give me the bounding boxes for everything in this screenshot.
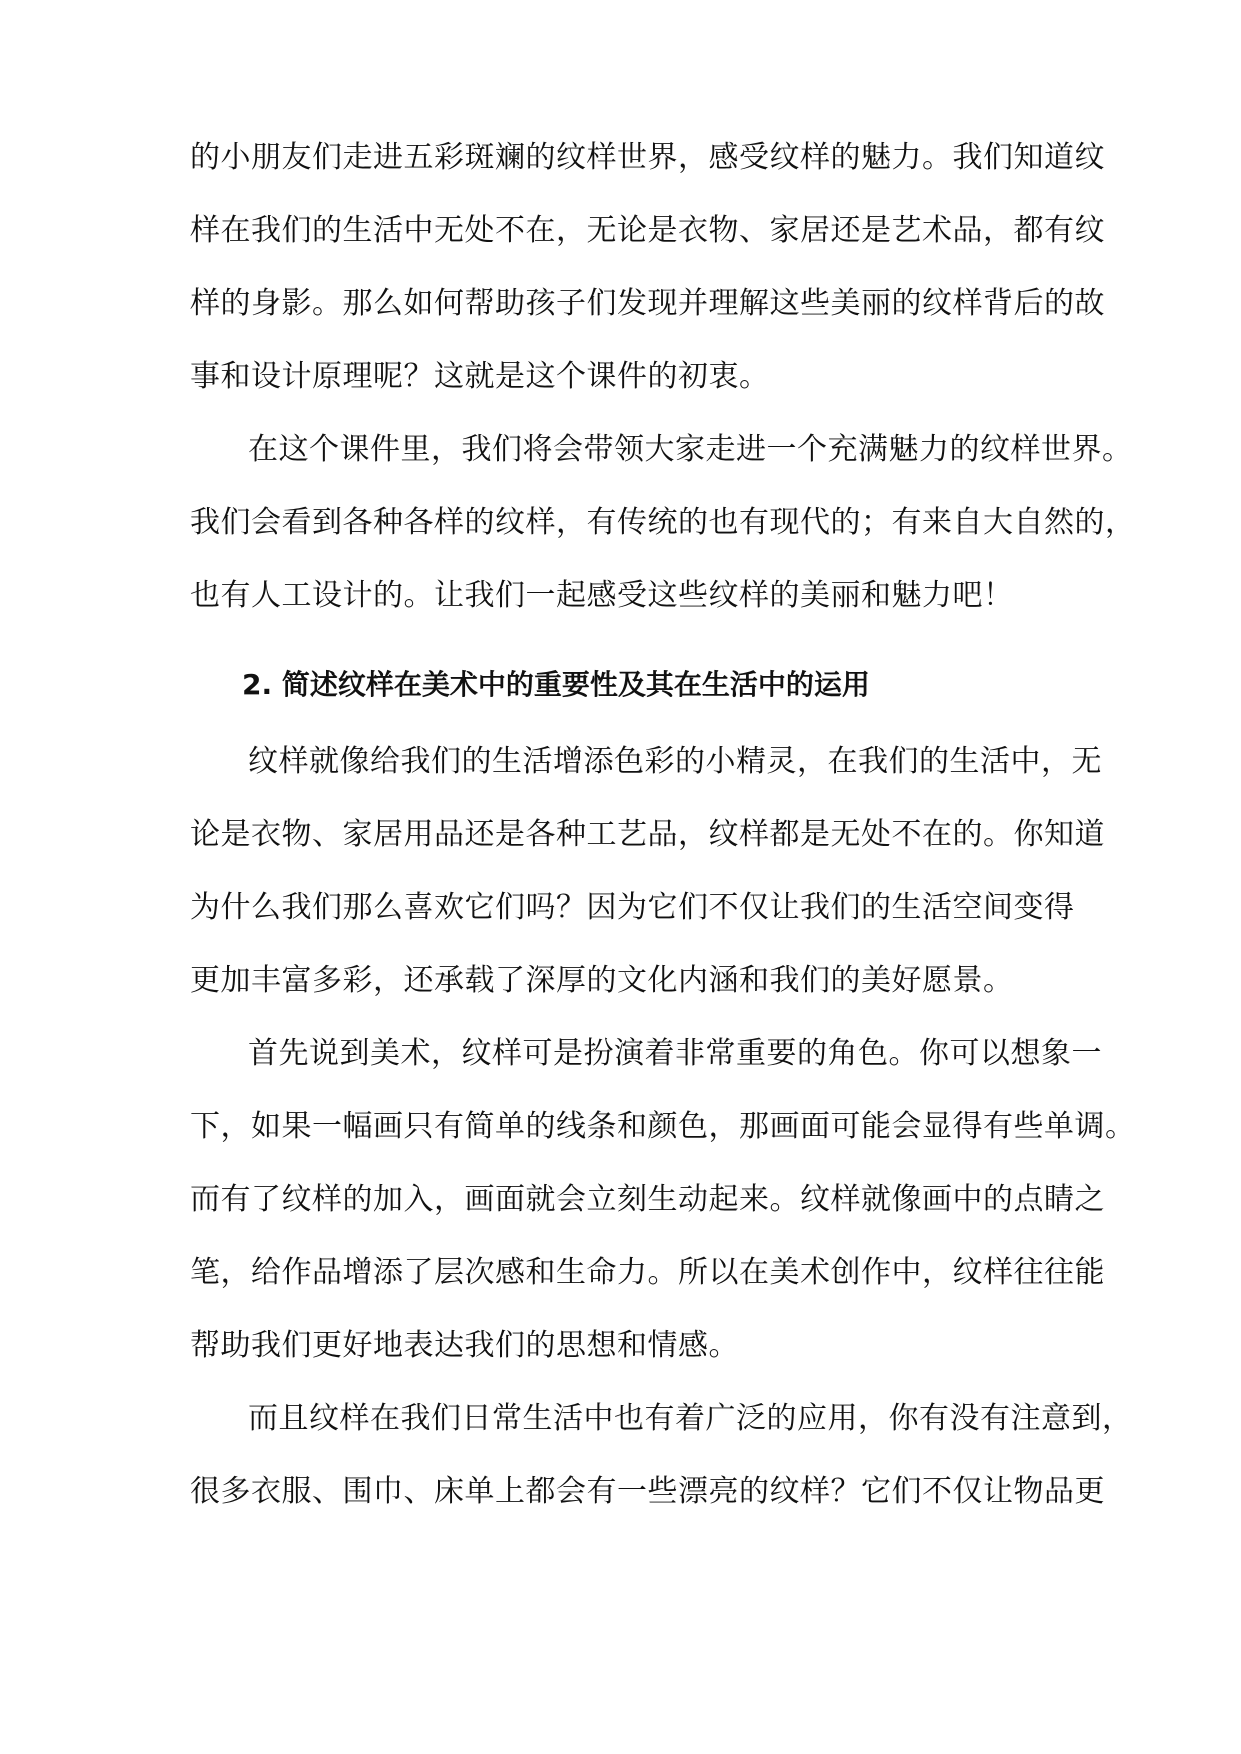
- paragraph-line: 在这个课件里，我们将会带领大家走进一个充满魅力的纹样世界。: [248, 432, 1133, 467]
- paragraph-line: 的小朋友们走进五彩斑斓的纹样世界，感受纹样的魅力。我们知道纹: [190, 140, 1105, 175]
- section-heading: 2. 简述纹样在美术中的重要性及其在生活中的运用: [242, 668, 870, 701]
- paragraph-line: 帮助我们更好地表达我们的思想和情感。: [190, 1328, 739, 1363]
- paragraph-line: 样在我们的生活中无处不在，无论是衣物、家居还是艺术品，都有纹: [190, 213, 1105, 248]
- paragraph-line: 更加丰富多彩，还承载了深厚的文化内涵和我们的美好愿景。: [190, 963, 1014, 998]
- paragraph-line: 样的身影。那么如何帮助孩子们发现并理解这些美丽的纹样背后的故: [190, 286, 1105, 321]
- paragraph-line: 纹样就像给我们的生活增添色彩的小精灵，在我们的生活中，无: [248, 744, 1102, 779]
- paragraph-line: 首先说到美术，纹样可是扮演着非常重要的角色。你可以想象一: [248, 1036, 1102, 1071]
- paragraph-line: 而有了纹样的加入，画面就会立刻生动起来。纹样就像画中的点睛之: [190, 1182, 1105, 1217]
- paragraph-line: 下，如果一幅画只有简单的线条和颜色，那画面可能会显得有些单调。: [190, 1109, 1136, 1144]
- paragraph-line: 很多衣服、围巾、床单上都会有一些漂亮的纹样？它们不仅让物品更: [190, 1474, 1105, 1509]
- paragraph-line: 也有人工设计的。让我们一起感受这些纹样的美丽和魅力吧！: [190, 578, 1014, 613]
- paragraph-line: 事和设计原理呢？这就是这个课件的初衷。: [190, 359, 770, 394]
- paragraph-line: 而且纹样在我们日常生活中也有着广泛的应用，你有没有注意到，: [248, 1401, 1133, 1436]
- paragraph-line: 笔，给作品增添了层次感和生命力。所以在美术创作中，纹样往往能: [190, 1255, 1105, 1290]
- paragraph-line: 论是衣物、家居用品还是各种工艺品，纹样都是无处不在的。你知道: [190, 817, 1105, 852]
- paragraph-line: 我们会看到各种各样的纹样，有传统的也有现代的；有来自大自然的，: [190, 505, 1136, 540]
- paragraph-line: 为什么我们那么喜欢它们吗？因为它们不仅让我们的生活空间变得: [190, 890, 1075, 925]
